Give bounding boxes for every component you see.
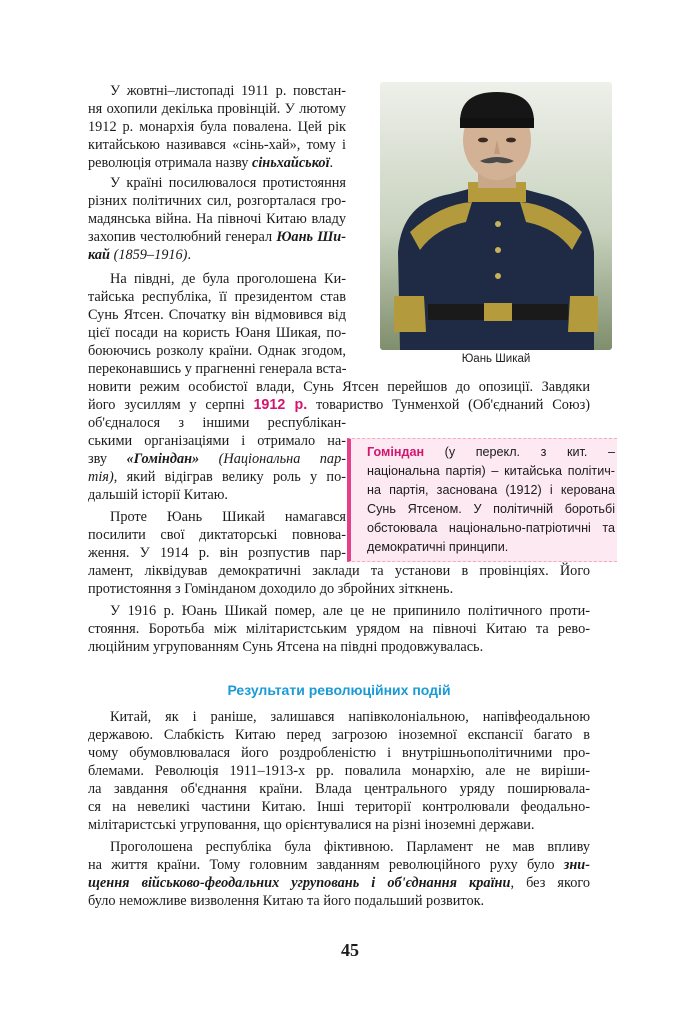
definition-line: національна партія) – китайська політич- [367,464,615,478]
text-line: було неможливе визволення Китаю та його подальший розвиток. [88,893,485,909]
page-number: 45 [341,940,359,960]
definition-box [347,438,617,562]
definition-line: демократичні принципи. [367,540,509,554]
text-line: ження. У 1914 р. він розпустив пар- [88,545,346,561]
text-line: об'єдналося з іншими республікан- [88,415,346,431]
definition-line: обстоювала національно-патріотичні та [367,521,615,535]
text-line: ськими організаціями і отримало на- [88,433,346,449]
definition-term: Гоміндан [367,445,425,459]
text-line: Проте Юань Шикай намагався [110,509,346,525]
text-line: зву «Гоміндан» (Національна пар- [88,451,346,467]
text-line: китайською називався «сінь-хай», тому і [88,137,346,153]
text-line: ся на невеликі частини Китаю. Інші території контролювали феодально- [88,799,590,815]
text-line: посилити свої диктаторські повнова- [88,527,346,543]
text-line: У жовтні–листопаді 1911 р. повстан- [110,83,346,99]
text-line: щення військово-феодальних угруповань і об'єднання країни, без якого [88,875,591,891]
text-line: революція отримала назву сіньхайської. [88,155,334,171]
text-line: кай (1859–1916). [88,247,192,263]
text-line: На півдні, де була проголошена Ки- [110,271,346,287]
text-line: ла завдання об'єднання країни. Влада центрального уряду поширювала- [88,781,590,797]
text-line: Проголошена республіка була фіктивною. Парламент не мав впливу [110,839,590,855]
text-line: ня охопили декілька провінцій. У лютому [88,101,346,117]
text-line: протистояння з Гомінданом доходило до збройних зіткнень. [88,581,454,597]
text-line: різних політичних сил, розгорталася гро- [88,193,346,209]
text-line: захопив честолюбний генерал Юань Ши- [88,229,347,245]
text-line: на життя країни. Тому головним завданням революційного руху було зни- [88,857,590,873]
text-line: ламент, ліквідував демократичні заклади та установи в провінціях. Його [88,563,590,579]
portrait-photo [380,82,612,350]
definition-line: Сунь Ятсеном. У політичній боротьбі [367,502,615,516]
text-line: 1912 р. монархія була повалена. Цей рік [88,119,346,135]
text-line: переконавшись у прагненні генерала вста- [88,361,347,377]
text-line: Китай, як і раніше, залишався напівколоніальною, напівфеодальною [110,709,590,725]
text-line: тайська республіка, її президентом став [88,289,346,305]
text-line: мадянська війна. На півночі Китаю владу [88,211,346,227]
text-line: дальшій історії Китаю. [88,487,229,503]
text-line: У країні посилювалося протистояння [110,175,346,191]
text-line: стояння. Боротьба між мілітаристським урядом на півночі Китаю та рево- [88,621,590,637]
text-line: чому обумовлювалася його роздробленістю і внутрішньополітичними про- [88,745,590,761]
photo-caption: Юань Шикай [461,353,531,365]
text-line: тія), який відіграв велику роль у по- [88,469,346,485]
section-heading: Результати революційних подій [227,682,451,698]
definition-line: на партія, заснована (1912) і керована [367,483,615,497]
text-line: новити режим особистої влади, Сунь Ятсен перейшов до опозиції. Завдяки [88,379,590,395]
text-line: мілітаристські угруповання, що орієнтувалися на різні іноземні держави. [88,817,535,833]
text-line: його зусиллям у серпні 1912 р. товариство Тунменхой (Об'єднаний Союз) [88,397,590,413]
text-line: Сунь Ятсен. Спочатку він відмовився від [88,307,346,323]
text-line: блемами. Революція 1911–1913-х рр. повалила монархію, але не виріши- [88,763,590,779]
text-line: цієї посади на користь Юаня Шикая, по- [88,325,346,341]
text-line: люційним угрупованням Сунь Ятсена на півдні продовжувалась. [88,639,484,655]
text-line: боюючись розколу країни. Однак згодом, [88,343,346,359]
text-line: У 1916 р. Юань Шикай помер, але це не припинило політичного проти- [110,603,590,619]
definition-line: Гоміндан (у перекл. з кит. – [367,445,615,459]
text-line: державою. Слабкість Китаю перед загрозою іноземної експансії багато в [88,727,590,743]
